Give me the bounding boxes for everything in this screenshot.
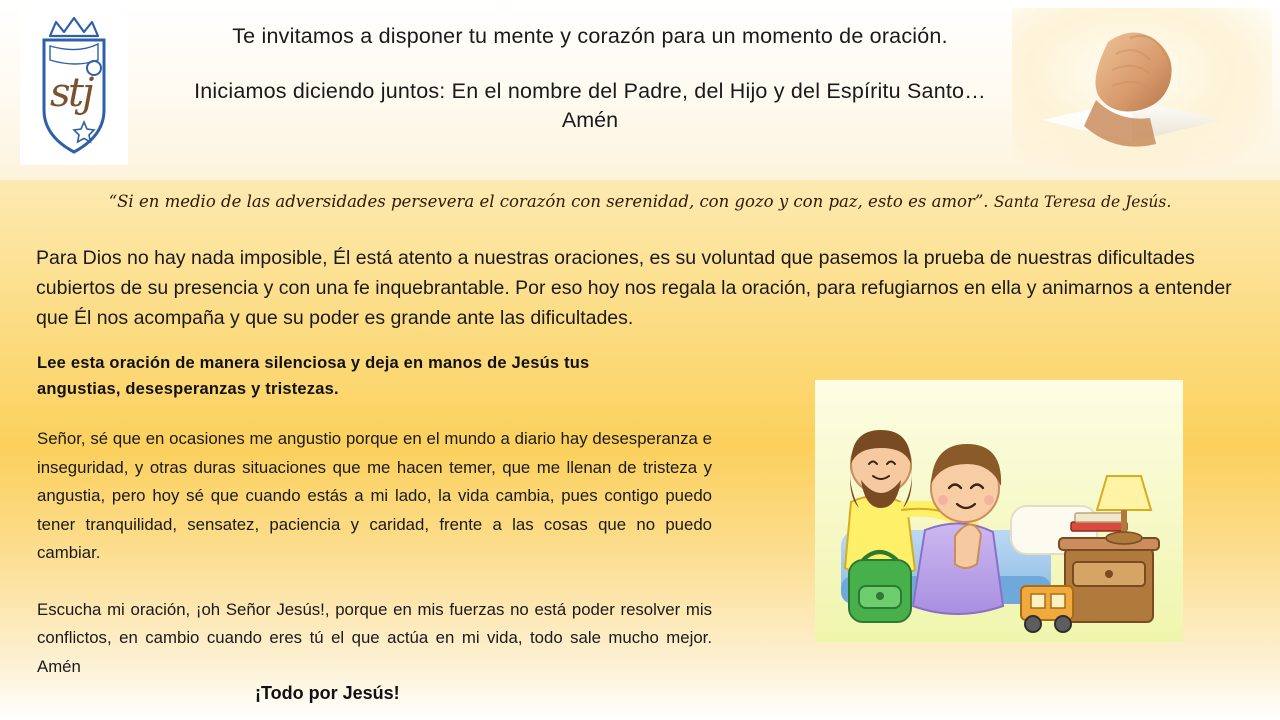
- prayer-body: [37, 425, 712, 681]
- header-line-1: Te invitamos a disponer tu mente y corazón para un momento de oración.: [232, 24, 948, 48]
- praying-hands-image: [1012, 8, 1272, 168]
- header-line-2: Iniciamos diciendo juntos: En el nombre del Padre, del Hijo y del Espíritu Santo…: [194, 79, 986, 103]
- jesus-child-illustration: [815, 380, 1183, 642]
- prayer-paragraph-2: Escucha mi oración, ¡oh Señor Jesús!, porque en mis fuerzas no está poder resolver mis conflictos, en cambio cuando eres tú el que actúa en mi vida, todo sale mucho mejor. Amén: [37, 599, 712, 676]
- header-line-3: Amén: [561, 108, 619, 132]
- quote-author: Santa Teresa de Jesús.: [993, 193, 1172, 211]
- quote-line: [0, 192, 1280, 211]
- intro-paragraph: Para Dios no hay nada imposible, Él está atento a nuestras oraciones, es su voluntad que pasemos la prueba de nuestras dificultades cubiertos de su presencia y con una fe inquebrantable. Por eso hoy nos regala la oración, para refugiarnos en ella y animarnos a entender que Él nos acompaña y que su poder es grande ante las dificultades.: [36, 247, 1232, 329]
- svg-text:j: j: [82, 70, 95, 116]
- header-text: [150, 24, 1030, 133]
- svg-text:t: t: [68, 70, 85, 116]
- closing-line: ¡Todo por Jesús!: [255, 683, 400, 703]
- instruction-line-2: angustias, desesperanzas y tristezas.: [37, 380, 339, 398]
- stj-logo: [20, 10, 128, 165]
- prayer-paragraph-1: Señor, sé que en ocasiones me angustio porque en el mundo a diario hay desesperanza e inseguridad, y otras duras situaciones que me hacen temer, que me llenan de tristeza y angustia, pero hoy sé que cuando estás a mi lado, la vida cambia, pues contigo puedo tener tranquilidad, sensatez, paciencia y caridad, frente a las cosas que no puedo cambiar.: [37, 429, 712, 562]
- svg-text:s: s: [50, 70, 71, 116]
- instruction-block: [37, 350, 737, 402]
- instruction-line-1: Lee esta oración de manera silenciosa y deja en manos de Jesús tus: [37, 354, 590, 372]
- quote-text: “Si en medio de las adversidades persevera el corazón con serenidad, con gozo y con paz, esto es amor”.: [108, 192, 989, 211]
